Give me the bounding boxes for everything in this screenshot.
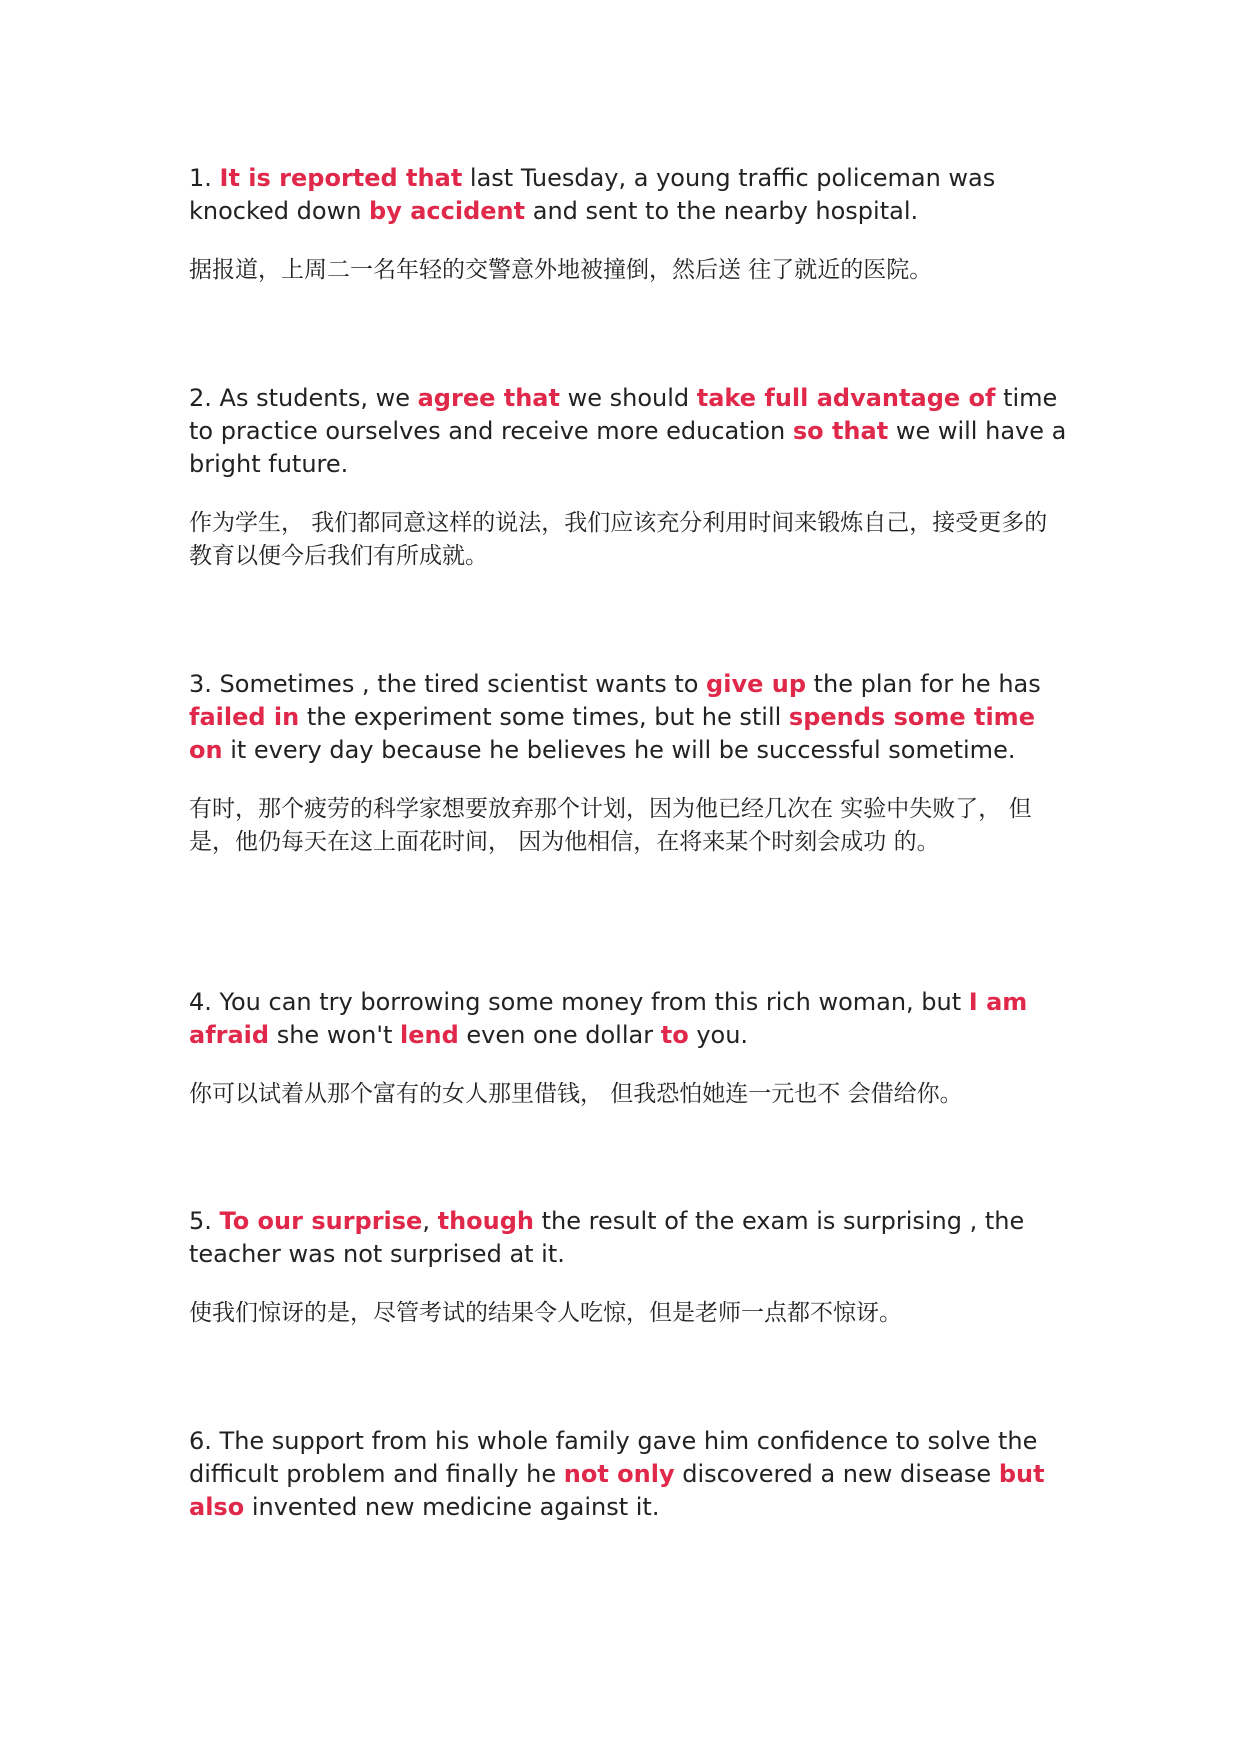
english-sentence: [189, 668, 1069, 767]
key-phrase: failed in: [189, 703, 300, 731]
key-phrase: I am afraid: [189, 988, 1028, 1049]
sentence-text: 2. As students, we: [189, 384, 418, 412]
sentence-text: we should: [559, 384, 697, 412]
key-phrase: lend: [399, 1021, 459, 1049]
key-phrase: It is reported that: [219, 164, 463, 192]
chinese-translation: 据报道，上周二一名年轻的交警意外地被撞倒，然后送 往了就近的医院。: [189, 257, 933, 283]
sentence-text: 6. The support from his whole family gave him confidence to solve the difficult problem and finally he: [189, 1427, 1038, 1488]
sentence-item-6: [189, 1425, 1069, 1524]
chinese-translation: 使我们惊讶的是，尽管考试的结果令人吃惊，但是老师一点都不惊讶。: [189, 1300, 902, 1326]
sentence-item-5: [189, 1205, 1069, 1330]
sentence-text: ,: [422, 1207, 438, 1235]
sentence-text: even one dollar: [458, 1021, 661, 1049]
chinese-translation: 你可以试着从那个富有的女人那里借钱， 但我恐怕她连一元也不 会借给你。: [189, 1081, 963, 1107]
sentence-item-2: [189, 382, 1069, 573]
sentence-text: last Tuesday, a young traffic policeman was knocked down: [189, 164, 996, 225]
english-sentence: [189, 1205, 1069, 1271]
sentence-text: 1.: [189, 164, 220, 192]
chinese-translation: 有时，那个疲劳的科学家想要放弃那个计划，因为他已经几次在 实验中失败了， 但是，他仍每天在这上面花时间， 因为他相信，在将来某个时刻会成功 的。: [189, 796, 1032, 855]
sentence-item-3: [189, 668, 1069, 859]
key-phrase: but also: [189, 1460, 1045, 1521]
sentence-text: she won't: [269, 1021, 400, 1049]
key-phrase: not only: [563, 1460, 675, 1488]
key-phrase: agree that: [417, 384, 560, 412]
sentence-item-4: [189, 986, 1069, 1111]
sentence-text: discovered a new disease: [674, 1460, 999, 1488]
sentence-text: the experiment some times, but he still: [299, 703, 789, 731]
key-phrase: take full advantage of: [696, 384, 996, 412]
sentence-text: you.: [688, 1021, 749, 1049]
english-sentence: [189, 1425, 1069, 1524]
key-phrase: give up: [706, 670, 806, 698]
sentence-item-1: [189, 162, 1069, 287]
sentence-text: it every day because he believes he will be successful sometime.: [222, 736, 1016, 764]
sentence-text: the plan for he has: [806, 670, 1041, 698]
key-phrase: by accident: [369, 197, 526, 225]
chinese-translation: 作为学生， 我们都同意这样的说法，我们应该充分利用时间来锻炼自己，接受更多的教育以便今后我们有所成就。: [189, 510, 1048, 569]
sentence-text: invented new medicine against it.: [244, 1493, 660, 1521]
sentence-text: 4. You can try borrowing some money from this rich woman, but: [189, 988, 969, 1016]
key-phrase: so that: [792, 417, 889, 445]
sentence-text: and sent to the nearby hospital.: [525, 197, 919, 225]
key-phrase: To our surprise: [219, 1207, 423, 1235]
english-sentence: [189, 162, 1069, 228]
key-phrase: spends some time on: [189, 703, 1035, 764]
key-phrase: to: [660, 1021, 689, 1049]
sentence-text: we will have a bright future.: [189, 417, 1067, 478]
key-phrase: though: [437, 1207, 535, 1235]
sentence-text: the result of the exam is surprising , the teacher was not surprised at it.: [189, 1207, 1025, 1268]
english-sentence: [189, 382, 1069, 481]
sentence-text: time to practice ourselves and receive more education: [189, 384, 1058, 445]
sentence-text: 3. Sometimes , the tired scientist wants to: [189, 670, 707, 698]
sentence-text: 5.: [189, 1207, 220, 1235]
english-sentence: [189, 986, 1069, 1052]
